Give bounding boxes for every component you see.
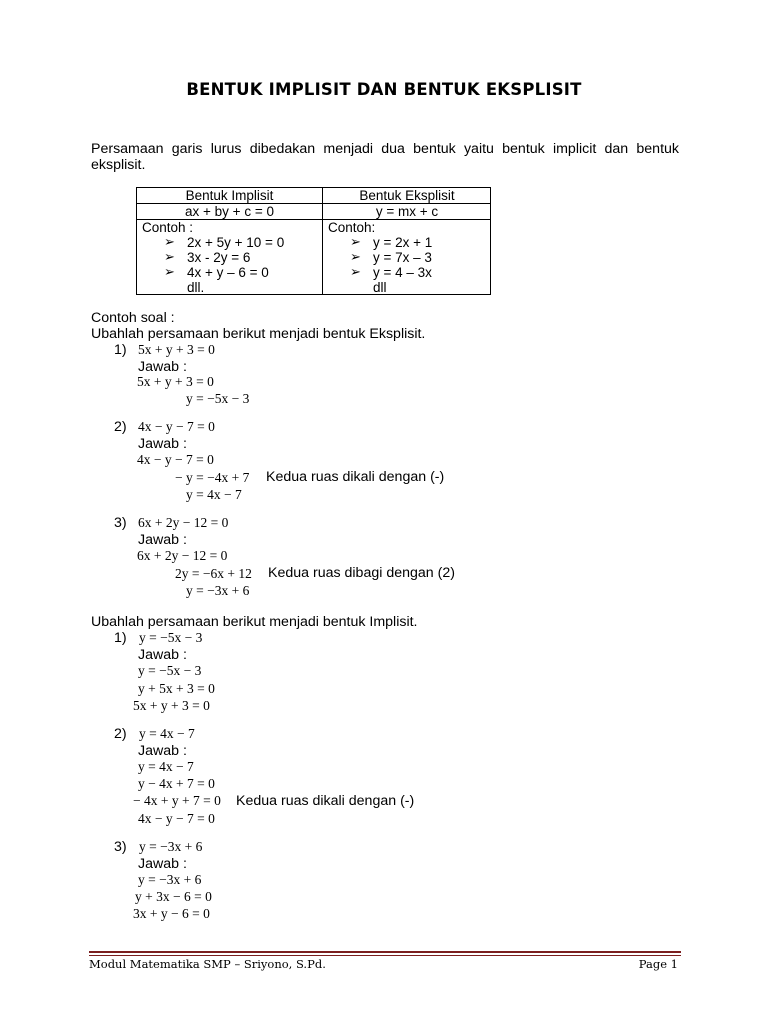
comparison-table bbox=[136, 187, 491, 295]
table-item: y = 2x + 1 bbox=[373, 235, 433, 250]
problem-equation: 4x − y − 7 = 0 bbox=[138, 419, 215, 434]
table-header-eksplisit: Bentuk Eksplisit bbox=[359, 188, 455, 203]
section1-instruction: Ubahlah persamaan berikut menjadi bentuk Eksplisit. bbox=[91, 326, 426, 342]
solution-step: 5x + y + 3 = 0 bbox=[133, 698, 210, 713]
problem-number: 2) bbox=[114, 726, 127, 742]
solution-step: − y = −4x + 7 bbox=[175, 470, 250, 485]
problem-number: 1) bbox=[114, 630, 127, 646]
footer-rule bbox=[89, 955, 681, 956]
table-item: 4x + y – 6 = 0 bbox=[187, 265, 269, 280]
table-item: y = 4 – 3x bbox=[373, 265, 432, 280]
table-item-end: dll bbox=[373, 280, 387, 295]
table-formula-eksplisit: y = mx + c bbox=[375, 204, 439, 219]
step-note: Kedua ruas dikali dengan (-) bbox=[236, 793, 415, 809]
answer-label: Jawab : bbox=[138, 647, 187, 663]
solution-step: y = −5x − 3 bbox=[138, 663, 202, 678]
problem-equation: y = −3x + 6 bbox=[139, 839, 203, 854]
step-note: Kedua ruas dibagi dengan (2) bbox=[268, 565, 455, 581]
solution-step: 6x + 2y − 12 = 0 bbox=[137, 548, 228, 563]
solution-step: 3x + y − 6 = 0 bbox=[133, 906, 210, 921]
answer-label: Jawab : bbox=[138, 359, 187, 375]
table-item: y = 7x – 3 bbox=[373, 250, 432, 265]
footer-rule bbox=[89, 951, 681, 953]
solution-step: y = −5x − 3 bbox=[186, 391, 250, 406]
solution-step: y = 4x − 7 bbox=[138, 759, 194, 774]
solution-step: y + 5x + 3 = 0 bbox=[138, 681, 215, 696]
solution-step: 5x + y + 3 = 0 bbox=[137, 374, 214, 389]
solution-step: 4x − y − 7 = 0 bbox=[137, 452, 214, 467]
table-example-label-eksplisit: Contoh: bbox=[328, 220, 376, 235]
problem-number: 3) bbox=[114, 839, 127, 855]
problem-number: 3) bbox=[114, 515, 127, 531]
arrow-bullet-icon: ➢ bbox=[350, 265, 361, 280]
table-example-label-implisit: Contoh : bbox=[142, 220, 194, 235]
arrow-bullet-icon: ➢ bbox=[350, 235, 361, 250]
page-title: BENTUK IMPLISIT DAN BENTUK EKSPLISIT bbox=[186, 80, 582, 99]
problem-equation: 5x + y + 3 = 0 bbox=[138, 342, 215, 357]
solution-step: 2y = −6x + 12 bbox=[175, 566, 252, 581]
step-note: Kedua ruas dikali dengan (-) bbox=[266, 469, 445, 485]
table-header-implisit: Bentuk Implisit bbox=[185, 188, 274, 203]
answer-label: Jawab : bbox=[138, 436, 187, 452]
solution-step: 4x − y − 7 = 0 bbox=[138, 811, 215, 826]
section2-instruction: Ubahlah persamaan berikut menjadi bentuk Implisit. bbox=[91, 614, 418, 630]
arrow-bullet-icon: ➢ bbox=[164, 250, 175, 265]
intro-paragraph: Persamaan garis lurus dibedakan menjadi dua bentuk yaitu bentuk implicit dan bentuk eksplisit. bbox=[91, 141, 679, 173]
problem-number: 1) bbox=[114, 342, 127, 358]
arrow-bullet-icon: ➢ bbox=[164, 235, 175, 250]
solution-step: y = −3x + 6 bbox=[186, 583, 250, 598]
table-item: 3x - 2y = 6 bbox=[187, 250, 251, 265]
table-item-end: dll. bbox=[187, 280, 205, 295]
answer-label: Jawab : bbox=[138, 532, 187, 548]
problem-equation: 6x + 2y − 12 = 0 bbox=[138, 515, 229, 530]
solution-step: y = 4x − 7 bbox=[186, 487, 242, 502]
answer-label: Jawab : bbox=[138, 743, 187, 759]
problem-equation: y = −5x − 3 bbox=[139, 630, 203, 645]
solution-step: y + 3x − 6 = 0 bbox=[135, 889, 212, 904]
table-formula-implisit: ax + by + c = 0 bbox=[185, 204, 274, 219]
problem-number: 2) bbox=[114, 419, 127, 435]
footer-author: Modul Matematika SMP – Sriyono, S.Pd. bbox=[89, 957, 326, 971]
answer-label: Jawab : bbox=[138, 856, 187, 872]
table-item: 2x + 5y + 10 = 0 bbox=[187, 235, 285, 250]
problem-equation: y = 4x − 7 bbox=[139, 726, 195, 741]
arrow-bullet-icon: ➢ bbox=[350, 250, 361, 265]
solution-step: − 4x + y + 7 = 0 bbox=[133, 793, 221, 808]
example-label: Contoh soal : bbox=[91, 310, 175, 326]
arrow-bullet-icon: ➢ bbox=[164, 265, 175, 280]
page-number: Page 1 bbox=[638, 957, 678, 971]
solution-step: y − 4x + 7 = 0 bbox=[138, 776, 215, 791]
solution-step: y = −3x + 6 bbox=[138, 872, 202, 887]
